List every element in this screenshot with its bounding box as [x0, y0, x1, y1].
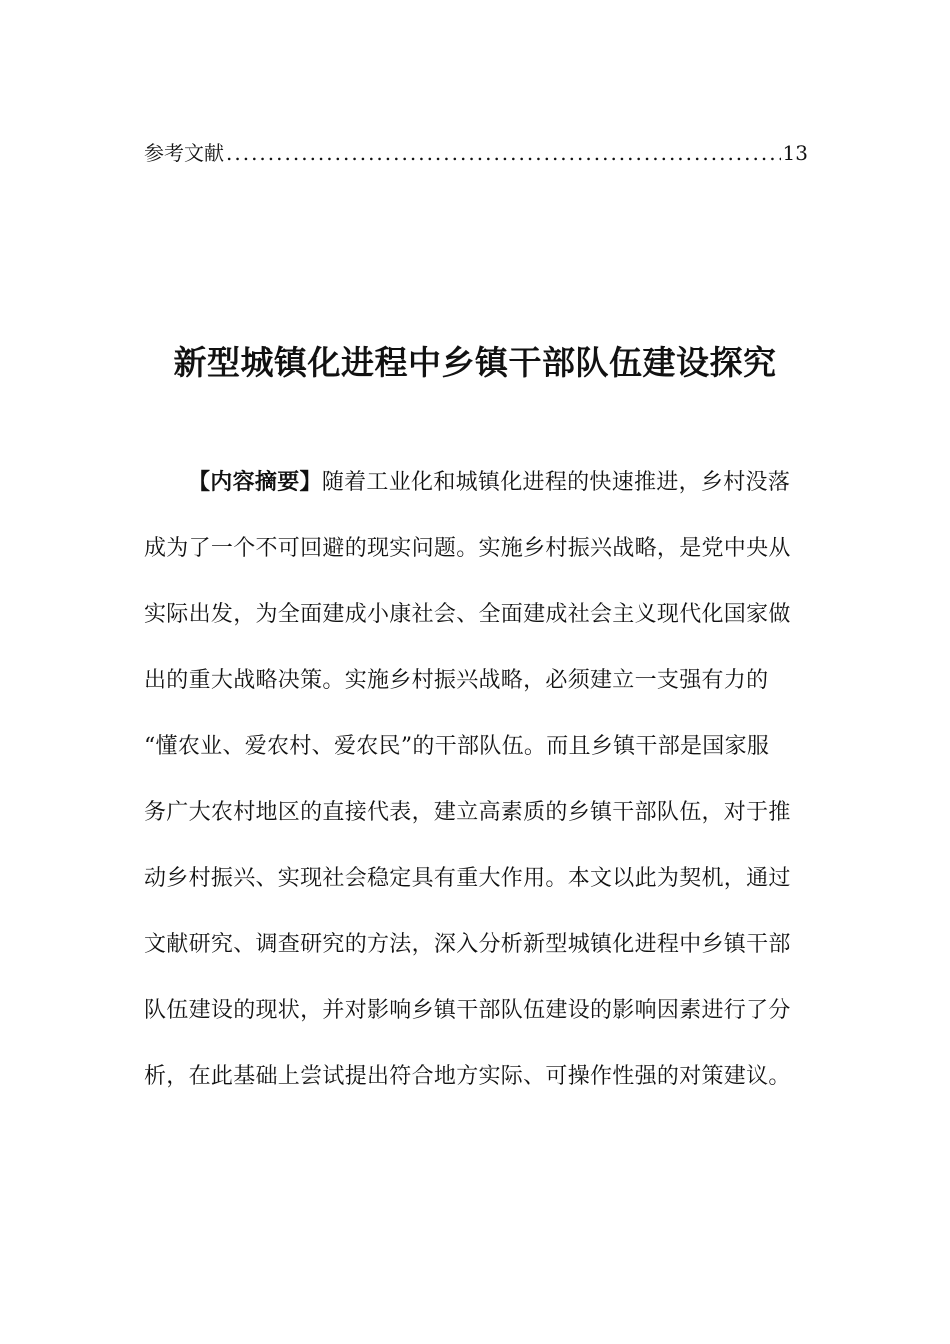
abstract-line: 实际出发，为全面建成小康社会、全面建成社会主义现代化国家做 [144, 602, 791, 627]
abstract-line [144, 459, 796, 525]
abstract-line: 务广大农村地区的直接代表，建立高素质的乡镇干部队伍，对于推 [144, 800, 791, 825]
abstract-label: 【内容摘要】 [188, 470, 322, 495]
abstract-line: “懂农业、爱农村、爱农民”的干部队伍。而且乡镇干部是国家服 [144, 734, 770, 759]
abstract-line: 文献研究、调查研究的方法，深入分析新型城镇化进程中乡镇干部 [144, 932, 791, 957]
document-title: 新型城镇化进程中乡镇干部队伍建设探究 [173, 343, 777, 382]
abstract-line: 析，在此基础上尝试提出符合地方实际、可操作性强的对策建议。 [144, 1064, 791, 1089]
abstract-line: 队伍建设的现状，并对影响乡镇干部队伍建设的影响因素进行了分 [144, 998, 791, 1023]
abstract-line: 出的重大战略决策。实施乡村振兴战略，必须建立一支强有力的 [144, 668, 769, 693]
toc-entry-references[interactable] [144, 138, 808, 168]
toc-page-number: 13 [782, 141, 808, 165]
toc-dot-leader [226, 138, 781, 168]
abstract-text: 随着工业化和城镇化进程的快速推进，乡村没落 [321, 470, 791, 495]
toc-entry-label: 参考文献 [144, 141, 224, 165]
abstract-line: 成为了一个不可回避的现实问题。实施乡村振兴战略，是党中央从 [144, 536, 791, 561]
abstract-paragraph [144, 459, 796, 1119]
abstract-line: 动乡村振兴、实现社会稳定具有重大作用。本文以此为契机，通过 [144, 866, 791, 891]
